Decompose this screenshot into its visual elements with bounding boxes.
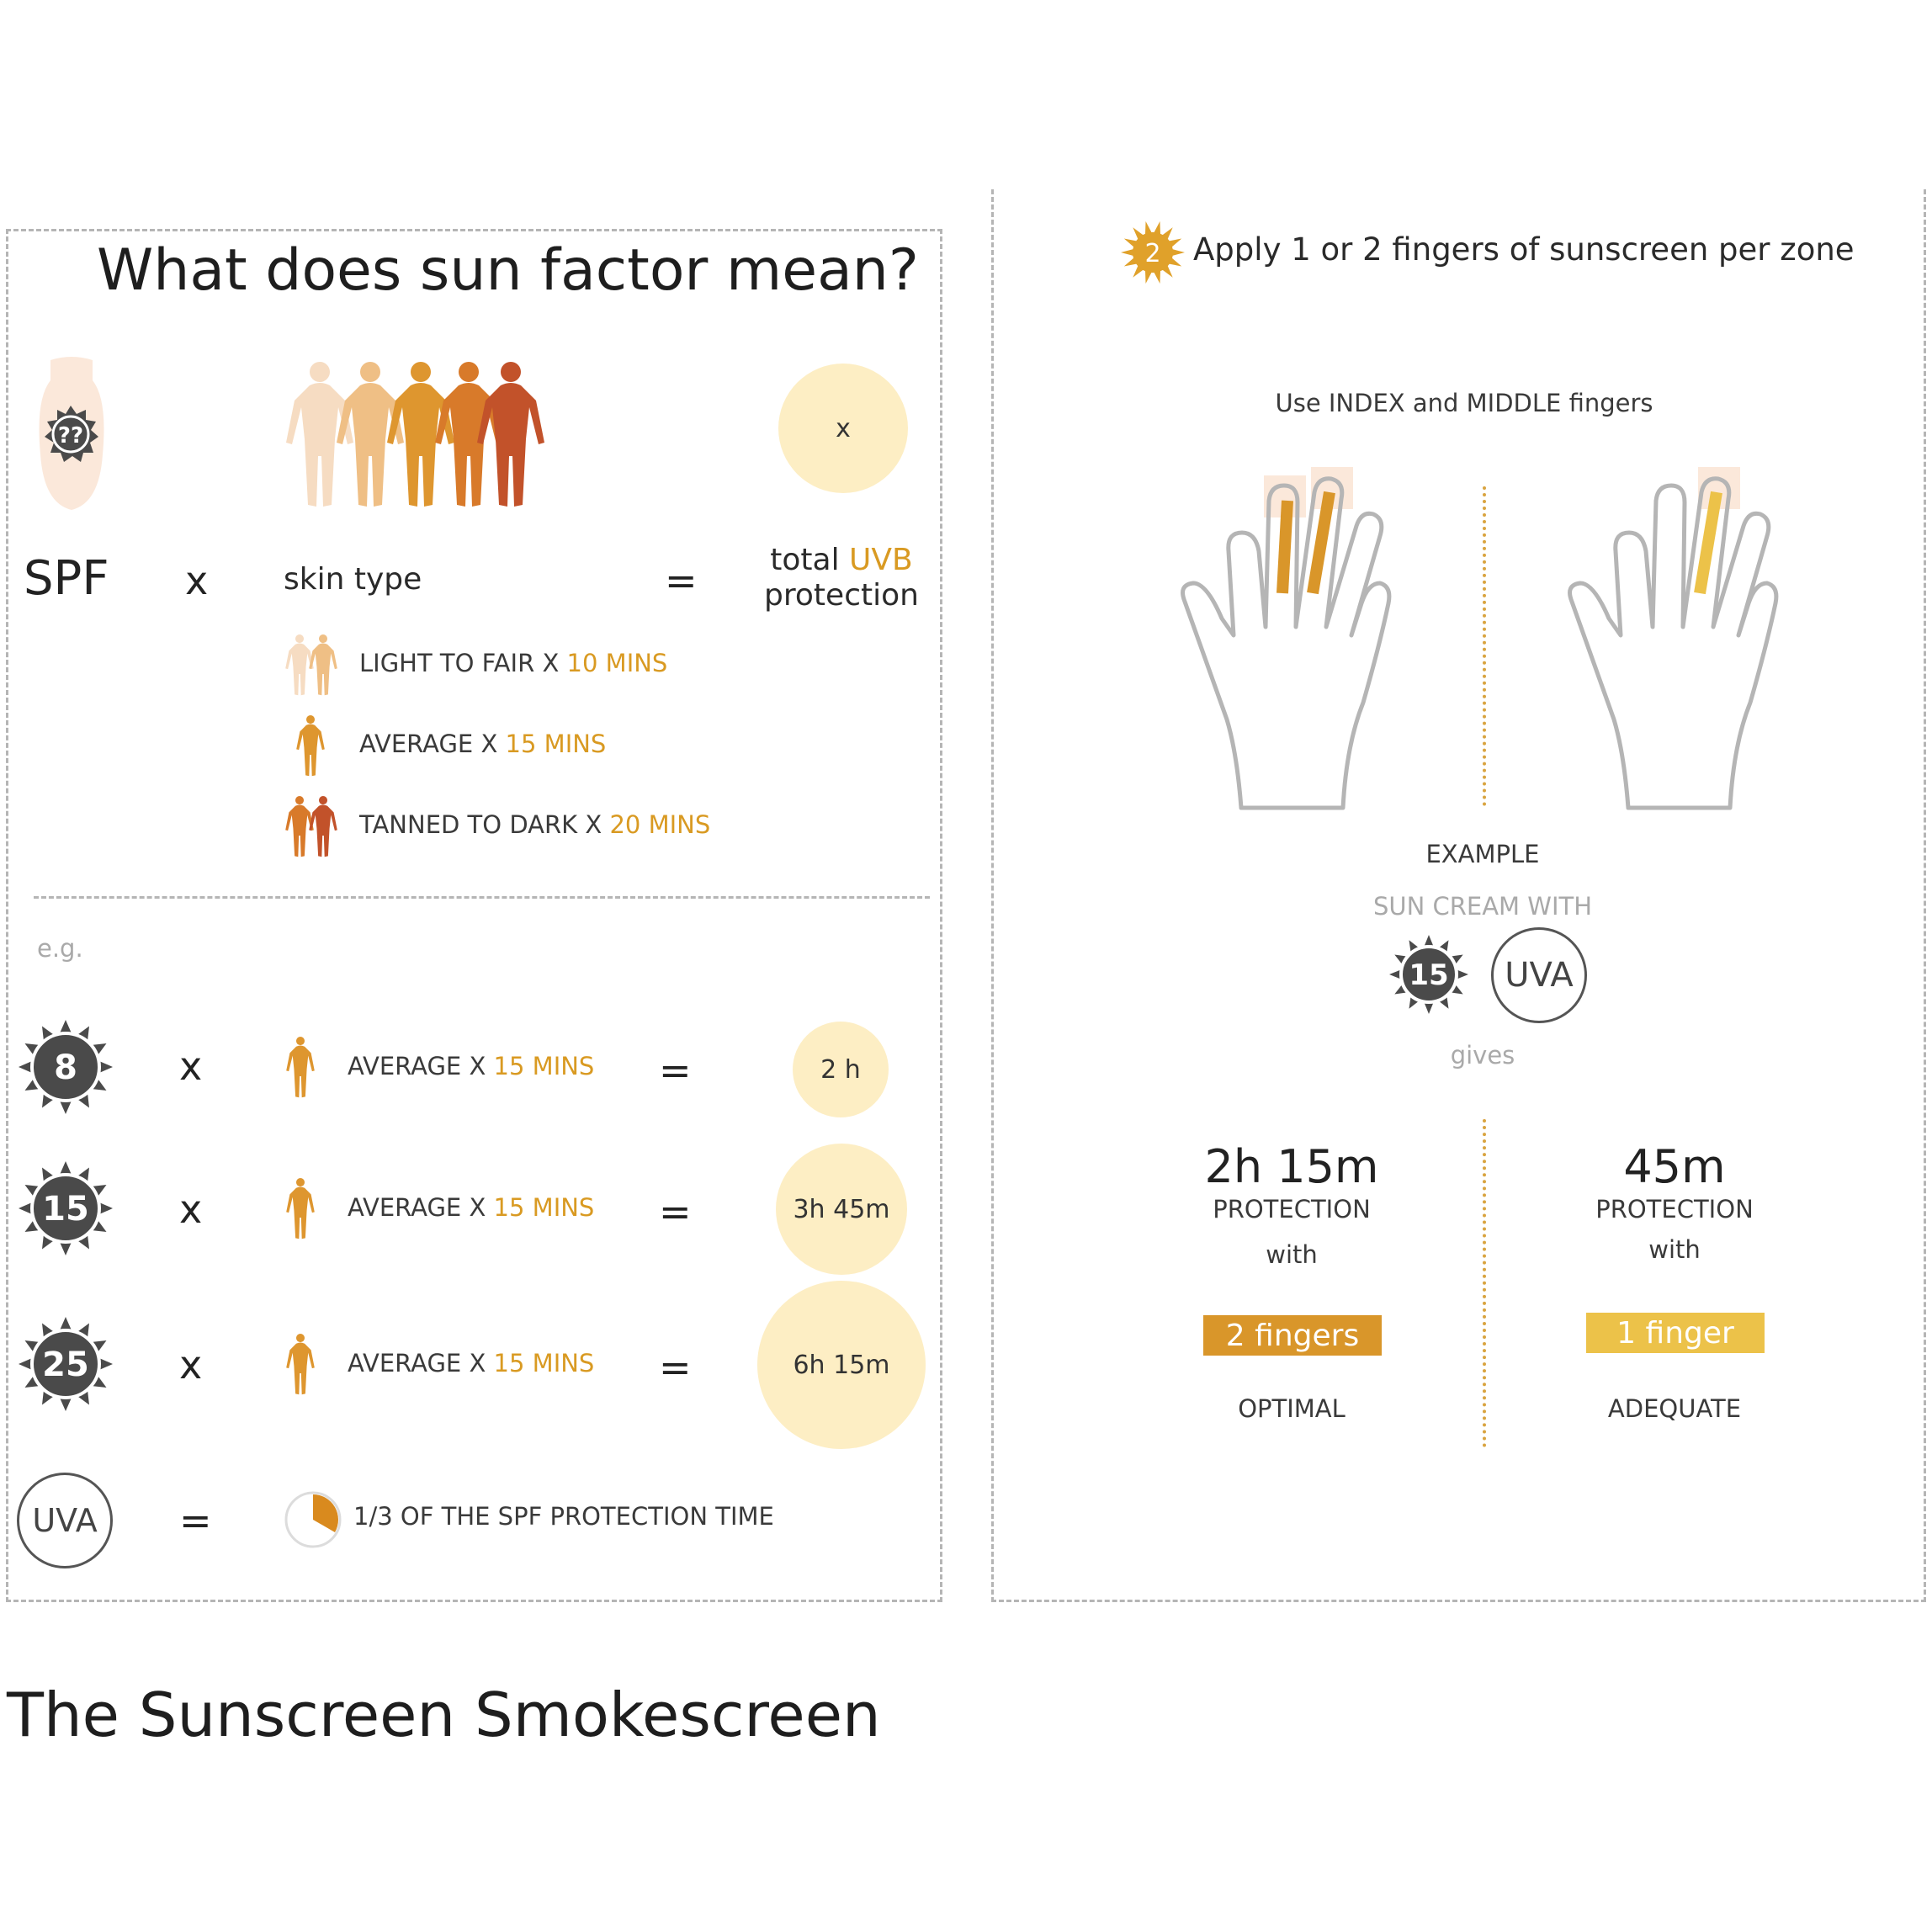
right-panel-left-border	[991, 189, 994, 1602]
skin-legend-dark-icon	[284, 794, 343, 862]
left-title: What does sun factor mean?	[97, 237, 919, 304]
gives-label: gives	[1450, 1041, 1515, 1070]
right-panel-bottom-border	[991, 1600, 1926, 1602]
option-time: 2h 15m	[1204, 1140, 1379, 1193]
times-sign: x	[185, 558, 209, 603]
times-sign: x	[179, 1043, 203, 1089]
pie-clock-icon	[283, 1489, 343, 1550]
finger-hint: Use INDEX and MIDDLE fingers	[1275, 389, 1653, 417]
figure-dark	[477, 362, 544, 507]
skin-legend-light: LIGHT TO FAIR X 10 MINS	[359, 649, 668, 677]
bottle-badge: ??	[57, 423, 84, 448]
option-protection: PROTECTION	[1595, 1195, 1754, 1223]
svg-text:2: 2	[1144, 239, 1161, 268]
hand-one-finger-icon	[1565, 467, 1801, 820]
option-optimal	[1170, 1140, 1414, 1269]
average-figure-icon	[280, 1176, 322, 1244]
skin-tone-figures	[282, 358, 551, 509]
example-heading: EXAMPLE	[1425, 840, 1540, 868]
skin-legend-average-icon	[290, 714, 332, 781]
option-protection: PROTECTION	[1213, 1195, 1371, 1223]
step-2-badge-icon	[1119, 219, 1186, 286]
skin-legend-dark: TANNED TO DARK X 20 MINS	[359, 810, 711, 839]
sun-ray	[1171, 249, 1185, 257]
step-instruction: Apply 1 or 2 fingers of sunscreen per zone	[1193, 231, 1855, 268]
right-panel-right-border	[1924, 189, 1926, 1602]
spf-15-example-badge-icon	[1387, 932, 1471, 1016]
option-adequate	[1552, 1140, 1797, 1264]
result-circle	[778, 364, 908, 493]
hand-two-fingers-icon	[1178, 467, 1414, 820]
spf-label: SPF	[24, 551, 109, 606]
equals-sign: =	[659, 1048, 692, 1093]
optimal-label: OPTIMAL	[1238, 1394, 1346, 1423]
equals-sign: =	[659, 1345, 692, 1390]
spf-25-badge-icon	[17, 1315, 114, 1413]
sun-cream-with-label: SUN CREAM WITH	[1372, 892, 1593, 921]
skin-type-label: skin type	[284, 562, 422, 597]
two-fingers-tag: 2 fingers	[1203, 1315, 1382, 1356]
example-label: AVERAGE X 15 MINS	[348, 1193, 595, 1222]
sun-ray	[1121, 249, 1134, 257]
result-circle-2h: 2 h	[793, 1022, 889, 1117]
times-sign: x	[179, 1186, 203, 1232]
result-circle-6h15m: 6h 15m	[757, 1281, 926, 1449]
svg-text:8: 8	[54, 1048, 77, 1087]
result-circle-label: x	[836, 413, 851, 443]
svg-text:15: 15	[1409, 958, 1449, 992]
skin-legend-average: AVERAGE X 15 MINS	[359, 730, 607, 758]
spf-15-badge-icon	[17, 1160, 114, 1257]
options-divider	[1483, 1119, 1486, 1447]
spf-8-badge-icon	[17, 1018, 114, 1116]
result-circle-3h45m: 3h 45m	[776, 1144, 907, 1275]
equals-sign: =	[659, 1189, 692, 1234]
svg-text:15: 15	[42, 1190, 89, 1229]
uva-example-badge: UVA	[1491, 927, 1587, 1023]
equals-sign: =	[665, 558, 698, 603]
total-protection-label: total UVB protection	[764, 543, 919, 613]
average-figure-icon	[280, 1035, 322, 1102]
average-figure-icon	[280, 1332, 322, 1399]
figure-tanned	[435, 362, 502, 507]
hands-divider	[1483, 486, 1486, 806]
left-divider	[34, 896, 930, 899]
example-label: AVERAGE X 15 MINS	[348, 1052, 595, 1080]
caption: The Sunscreen Smokescreen	[7, 1680, 881, 1750]
option-time: 45m	[1623, 1140, 1726, 1193]
one-finger-tag: 1 finger	[1586, 1313, 1765, 1353]
example-label: AVERAGE X 15 MINS	[348, 1349, 595, 1377]
uva-badge: UVA	[17, 1473, 113, 1568]
skin-legend-light-icon	[284, 633, 343, 700]
uva-description: 1/3 OF THE SPF PROTECTION TIME	[353, 1502, 774, 1531]
bottle-icon	[32, 353, 112, 513]
option-with: with	[1648, 1235, 1701, 1264]
times-sign: x	[179, 1342, 203, 1388]
adequate-label: ADEQUATE	[1607, 1394, 1742, 1423]
option-with: with	[1266, 1240, 1318, 1269]
equals-sign: =	[179, 1498, 212, 1543]
eg-label: e.g.	[37, 934, 83, 963]
svg-text:25: 25	[42, 1346, 89, 1384]
